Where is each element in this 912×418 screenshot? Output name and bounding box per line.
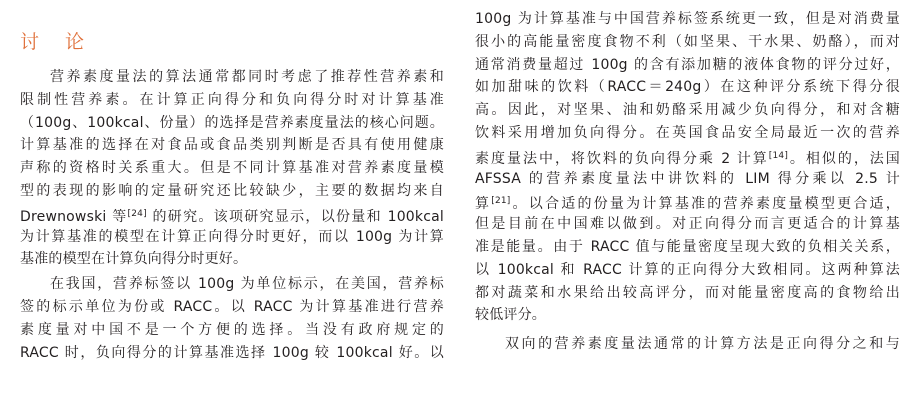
citation-ref[interactable]: [24]: [127, 208, 147, 219]
text-line: 在我国，营养标签以 100g 为单位标示，在美国，营养标: [50, 276, 444, 293]
text-line: 以 100kcal 和 RACC 计算的正向得分大致相同。这两种算法: [475, 261, 900, 278]
text-line: 型的表现的影响的定量研究还比较缺少，主要的数据均来自: [20, 182, 444, 199]
left-paragraph-1: [20, 66, 444, 271]
line-text: 素度量法中，将饮料的负向得分乘 2 计算: [475, 150, 769, 167]
text-line-with-citation: [475, 145, 900, 168]
text-line: 为计算基准的模型在计算正向得分时更好，而以 100g 为计算: [20, 228, 444, 245]
line-text: 算: [475, 196, 492, 213]
right-paragraph-1: [475, 8, 900, 327]
line-text: 。相似的，法国: [788, 150, 900, 167]
line-text: Drewnowski 等: [20, 208, 128, 225]
text-line: 营养素度量法的算法通常都同时考虑了推荐性营养素和: [50, 69, 444, 85]
text-line: 双向的营养素度量法通常的计算方法是正向得分之和与: [505, 336, 900, 353]
line-text: 。以合适的份量为计算基准的营养素度量模型更合适，: [510, 196, 900, 213]
text-line: 限制性营养素。在计算正向得分和负向得分时对计算基准: [20, 91, 444, 108]
citation-ref[interactable]: [21]: [491, 196, 511, 207]
left-column: [20, 66, 444, 364]
text-line: 签的标示单位为份或 RACC。以 RACC 为计算基准进行营养: [20, 298, 444, 315]
right-column: [475, 8, 900, 356]
text-line: 声称的资格时关系重大。但是不同计算基准对营养素度量模: [20, 160, 444, 177]
text-line: 计算基准的选择在对食品或食品类别判断是否具有使用健康: [20, 137, 444, 154]
text-line: RACC 时，负向得分的计算基准选择 100g 较 100kcal 好。以: [20, 344, 444, 361]
text-line: （100g、100kcal、份量）的选择是营养素度量法的核心问题。: [20, 114, 444, 131]
text-line: 很小的高能量密度食物不利（如坚果、干水果、奶酪），而对: [475, 33, 900, 50]
text-line-with-citation: [20, 203, 444, 226]
text-line: 如加甜味的饮料（RACC＝240g）在这种评分系统下得分很: [475, 79, 900, 96]
text-line: 准是能量。由于 RACC 值与能量密度呈现大致的负相关关系，: [475, 238, 900, 255]
line-text: 的研究。该项研究显示，以份量和 100kcal: [146, 208, 444, 225]
right-paragraph-2: [475, 333, 900, 356]
text-line: 基准的模型在计算负向得分时更好。: [20, 251, 248, 268]
text-line: 通常消费量超过 100g 的含有添加糖的液体食物的评分过好，: [475, 56, 900, 73]
citation-ref[interactable]: [14]: [768, 150, 789, 161]
left-paragraph-2: [20, 273, 444, 364]
text-line: 较低评分。: [475, 307, 546, 324]
text-line: 饮料采用增加负向得分。在英国食品安全局最近一次的营养: [475, 124, 900, 141]
text-line: 都对蔬菜和水果给出较高评分，而对能量密度高的食物给出: [475, 284, 900, 301]
text-line: AFSSA 的营养素度量法中讲饮料的 LIM 得分乘以 2.5 计: [475, 170, 900, 187]
section-heading: 讨 论: [20, 31, 95, 53]
text-line: 高。因此，对坚果、油和奶酪采用减少负向得分，和对含糖: [475, 102, 900, 119]
text-line: 但是目前在中国难以做到。对正向得分而言更适合的计算基: [475, 216, 900, 233]
text-line: 100g 为计算基准与中国营养标签系统更一致，但是对消费量: [475, 11, 900, 27]
text-line: 素度量对中国不是一个方便的选择。当没有政府规定的: [20, 321, 444, 338]
text-line-with-citation: [475, 190, 900, 213]
